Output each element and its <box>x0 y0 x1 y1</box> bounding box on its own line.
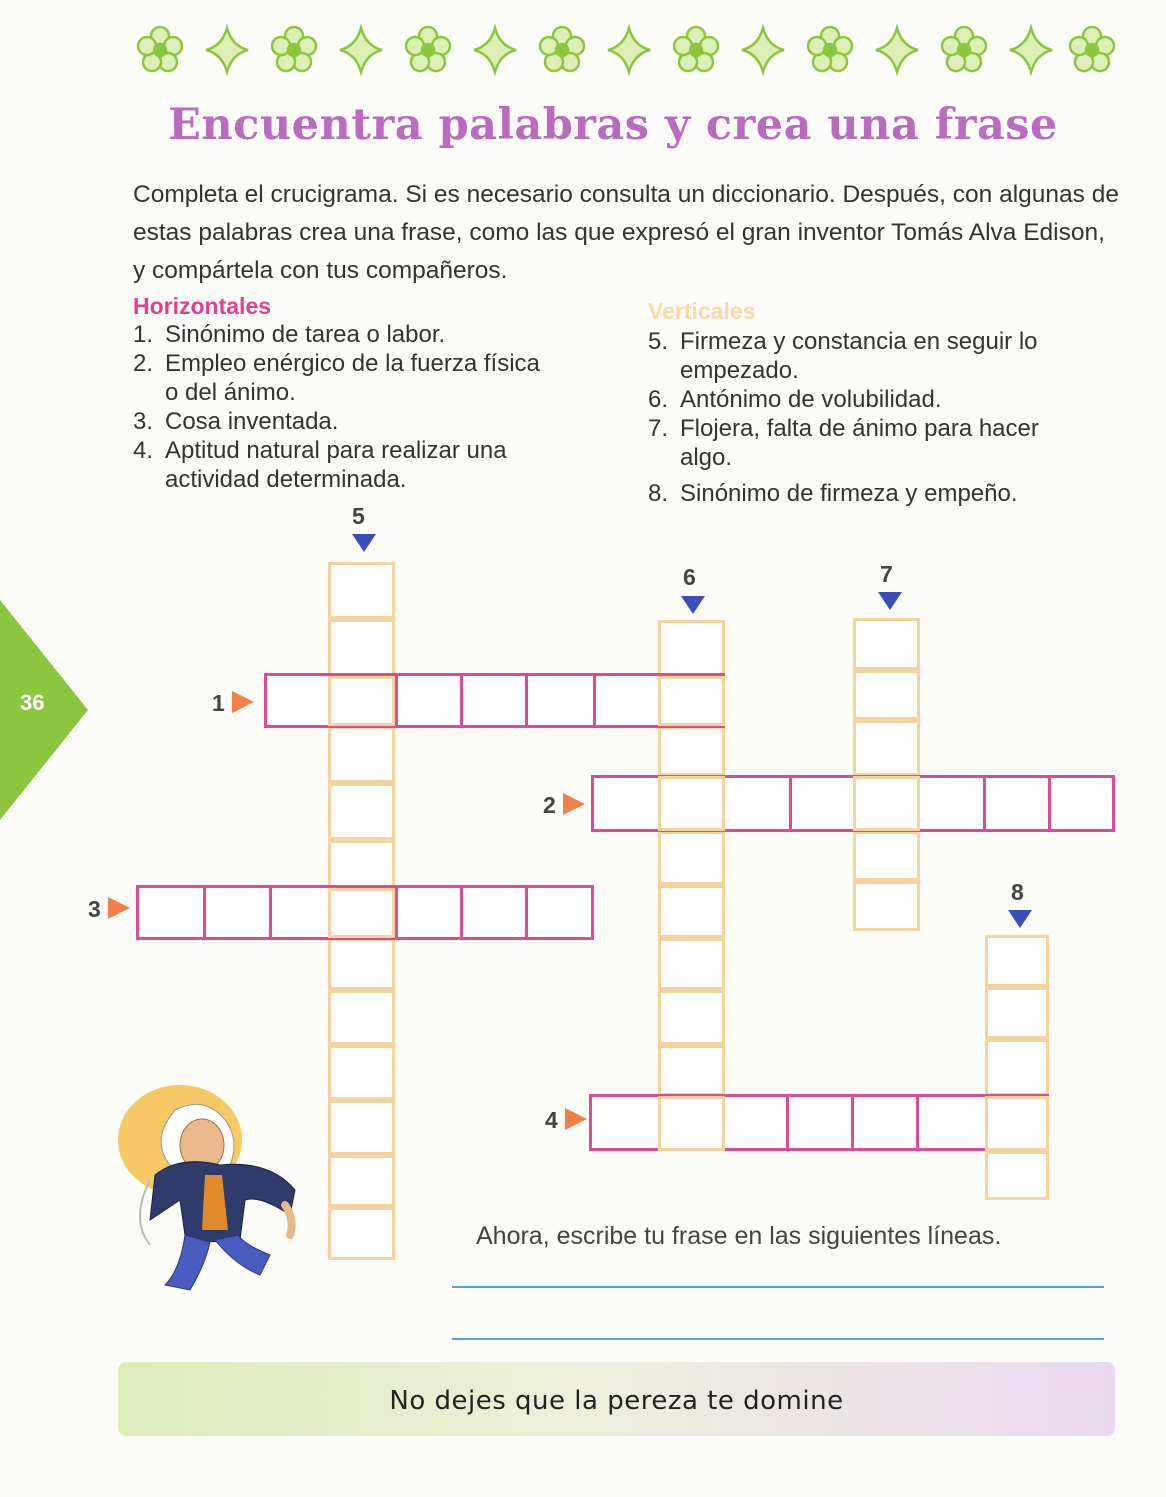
cell-v6-1[interactable] <box>658 620 725 676</box>
arrow-down-icon <box>350 532 378 554</box>
arrow-right-icon <box>230 689 256 715</box>
cell-v7-6[interactable] <box>853 881 920 931</box>
cell-v7-2[interactable] <box>853 670 920 720</box>
cell-h4-3[interactable] <box>722 1094 789 1151</box>
cell-intersection-2-6 <box>658 776 725 831</box>
cell-v7-1[interactable] <box>853 618 920 670</box>
clue-text-cont: algo. <box>680 444 733 471</box>
cell-v6-6[interactable] <box>658 885 725 938</box>
cell-h2-4[interactable] <box>789 775 856 832</box>
label-1: 1 <box>212 690 225 716</box>
cell-v6-3[interactable] <box>658 726 725 776</box>
label-2: 2 <box>543 792 556 818</box>
cell-h2-6[interactable] <box>917 775 986 832</box>
cell-v5-2[interactable] <box>328 619 395 676</box>
cell-v5-1[interactable] <box>328 562 395 619</box>
cell-v6-9[interactable] <box>658 1045 725 1096</box>
cell-h1-6[interactable] <box>593 673 661 728</box>
clue-text: Sinónimo de firmeza y empeño. <box>680 480 1018 507</box>
cell-h2-8[interactable] <box>1048 775 1115 832</box>
cell-h2-7[interactable] <box>983 775 1051 832</box>
cell-h1-1[interactable] <box>264 673 331 728</box>
arrow-right-icon <box>106 895 132 921</box>
cell-v5-4[interactable] <box>328 726 395 783</box>
cell-h1-5[interactable] <box>525 673 596 728</box>
arrow-down-icon <box>679 594 707 616</box>
page-title: Encuentra palabras y crea una frase <box>168 100 1058 150</box>
cell-h3-7[interactable] <box>525 885 594 940</box>
label-3: 3 <box>88 896 101 922</box>
label-8: 8 <box>1011 879 1024 905</box>
clue-number: 1. <box>133 321 154 348</box>
writing-line-2[interactable] <box>452 1338 1104 1340</box>
cell-v5-8[interactable] <box>328 938 395 990</box>
cell-intersection-1-5 <box>328 676 395 726</box>
cell-v8-3[interactable] <box>985 1039 1049 1096</box>
clue-number: 2. <box>133 350 154 377</box>
clue-text: Empleo enérgico de la fuerza física <box>165 350 540 377</box>
cell-v5-5[interactable] <box>328 783 395 840</box>
clue-number: 4. <box>133 437 154 464</box>
verticales-heading: Verticales <box>648 298 756 324</box>
page-number: 36 <box>20 690 45 715</box>
cell-h2-1[interactable] <box>591 775 661 832</box>
motto-text: No dejes que la pereza te domine <box>389 1386 844 1416</box>
clue-text: Firmeza y constancia en seguir lo <box>680 328 1038 355</box>
label-7: 7 <box>880 561 893 587</box>
cell-v7-3[interactable] <box>853 720 920 776</box>
label-5: 5 <box>352 503 365 529</box>
cell-intersection-4-8 <box>985 1096 1049 1151</box>
arrow-down-icon <box>1006 908 1034 930</box>
cell-h1-3[interactable] <box>395 673 463 728</box>
cell-h4-4[interactable] <box>786 1094 854 1151</box>
clue-text-cont: o del ánimo. <box>165 379 296 406</box>
clue-number: 6. <box>648 386 669 413</box>
cell-h3-1[interactable] <box>136 885 206 940</box>
cell-h4-5[interactable] <box>851 1094 919 1151</box>
clue-number: 7. <box>648 415 669 442</box>
cell-intersection-1-6 <box>658 676 725 726</box>
clue-text: Cosa inventada. <box>165 408 339 435</box>
cell-h3-6[interactable] <box>460 885 528 940</box>
cell-v7-5[interactable] <box>853 831 920 881</box>
cell-h2-3[interactable] <box>722 775 792 832</box>
instructions: Completa el crucigrama. Si es necesario consulta un diccionario. Después, con algunas de estas palabras crea una frase, como las que expresó el gran inventor Tomás Alva Edison, y compártela con tus compañeros. <box>133 181 1119 284</box>
cell-v6-5[interactable] <box>658 831 725 885</box>
clue-text-cont: actividad determinada. <box>165 466 407 493</box>
cell-v8-2[interactable] <box>985 987 1049 1039</box>
clue-text: Aptitud natural para realizar una <box>165 437 507 464</box>
cell-v8-1[interactable] <box>985 935 1049 987</box>
arrow-down-icon <box>876 590 904 612</box>
horizontales-heading: Horizontales <box>133 293 272 319</box>
cell-h3-2[interactable] <box>203 885 272 940</box>
clue-text: Antónimo de volubilidad. <box>680 386 942 413</box>
write-prompt: Ahora, escribe tu frase en las siguientes líneas. <box>476 1222 1002 1250</box>
clue-text-cont: empezado. <box>680 357 799 384</box>
cell-v5-9[interactable] <box>328 990 395 1045</box>
cell-intersection-4-6 <box>658 1096 725 1151</box>
clue-number: 3. <box>133 408 154 435</box>
label-6: 6 <box>683 564 696 590</box>
clue-text: Sinónimo de tarea o labor. <box>165 321 446 348</box>
writing-line-1[interactable] <box>452 1286 1104 1288</box>
clue-number: 5. <box>648 328 669 355</box>
clue-number: 8. <box>648 480 669 507</box>
cell-v6-8[interactable] <box>658 990 725 1045</box>
cell-intersection-3-5 <box>328 888 395 938</box>
cell-intersection-2-7 <box>853 776 920 831</box>
edison-illustration <box>110 1070 350 1295</box>
arrow-right-icon <box>561 791 587 817</box>
clue-text: Flojera, falta de ánimo para hacer <box>680 415 1039 442</box>
arrow-right-icon <box>563 1106 589 1132</box>
cell-v5-6[interactable] <box>328 840 395 888</box>
cell-v6-7[interactable] <box>658 938 725 990</box>
cell-h3-3[interactable] <box>269 885 331 940</box>
cell-h4-1[interactable] <box>589 1094 661 1151</box>
cell-h1-4[interactable] <box>460 673 528 728</box>
label-4: 4 <box>545 1107 558 1133</box>
cell-h4-6[interactable] <box>916 1094 988 1151</box>
cell-h3-5[interactable] <box>395 885 463 940</box>
cell-v8-5[interactable] <box>985 1151 1049 1200</box>
